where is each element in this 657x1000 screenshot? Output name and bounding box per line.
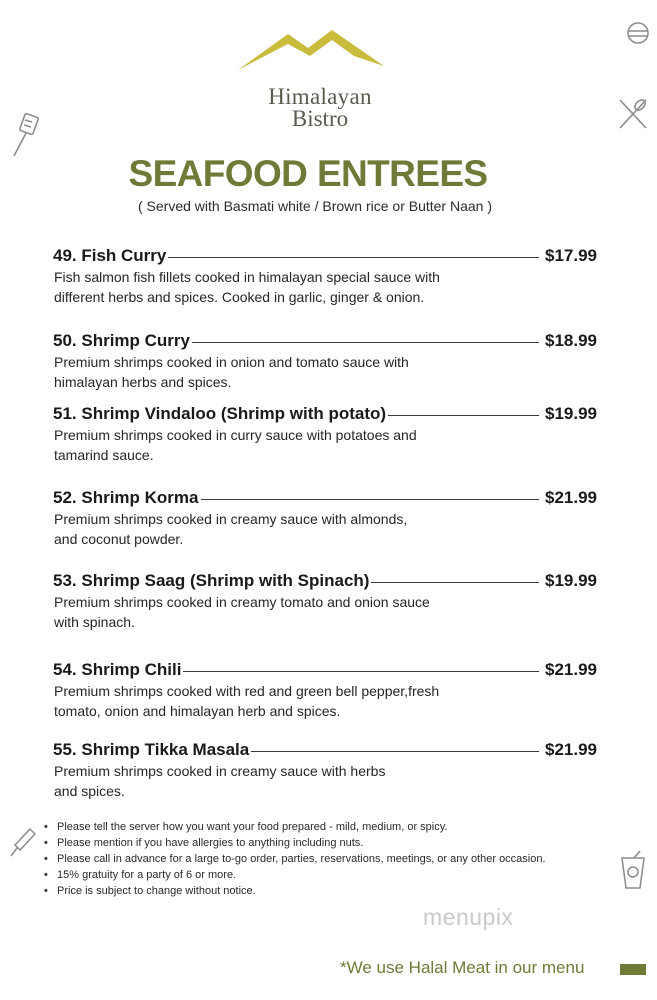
item-price: $21.99 [545, 660, 597, 679]
item-price: $21.99 [545, 740, 597, 759]
item-price: $19.99 [545, 571, 597, 590]
item-description [54, 681, 474, 721]
item-price: $21.99 [545, 488, 597, 507]
fork-knife-icon [616, 96, 650, 132]
item-name: 53. Shrimp Saag (Shrimp with Spinach) [53, 571, 370, 590]
leader-line [251, 751, 539, 752]
desc-line: tomato, onion and himalayan herb and spices. [54, 703, 341, 719]
mountain-logo [236, 26, 386, 82]
item-description [54, 509, 474, 549]
desc-line: himalayan herbs and spices. [54, 374, 232, 390]
desc-line: different herbs and spices. Cooked in garlic, ginger & onion. [54, 289, 425, 305]
item-name: 52. Shrimp Korma [53, 488, 199, 507]
menu-item [0, 403, 657, 473]
leader-line [201, 499, 540, 500]
menu-item [0, 659, 657, 729]
desc-line: tamarind sauce. [54, 447, 154, 463]
desc-line: Premium shrimps cooked in creamy sauce with herbs [54, 763, 386, 779]
item-price: $19.99 [545, 404, 597, 423]
desc-line: Premium shrimps cooked in creamy sauce with almonds, [54, 511, 408, 527]
brand-name: Himalayan [268, 84, 372, 109]
desc-line: Premium shrimps cooked in creamy tomato and onion sauce [54, 594, 430, 610]
desc-line: Fish salmon fish fillets cooked in himalayan special sauce with [54, 269, 440, 285]
item-description [54, 267, 474, 307]
knife-icon [8, 826, 38, 860]
page-subtitle: ( Served with Basmati white / Brown rice or Butter Naan ) [137, 198, 493, 214]
item-description [54, 352, 474, 392]
drink-cup-icon [618, 850, 648, 892]
item-name: 51. Shrimp Vindaloo (Shrimp with potato) [53, 404, 387, 423]
note-item: • Price is subject to change without notice. [44, 883, 546, 899]
item-description [54, 425, 474, 465]
page-title: SEAFOOD ENTREES [128, 153, 488, 194]
desc-line: Premium shrimps cooked in curry sauce with potatoes and [54, 427, 417, 443]
halal-note: *We use Halal Meat in our menu [340, 958, 585, 977]
accent-bar [620, 964, 646, 975]
leader-line [388, 415, 539, 416]
item-description [54, 761, 474, 801]
desc-line: and spices. [54, 783, 125, 799]
item-name: 49. Fish Curry [53, 246, 167, 265]
bowl-icon [624, 18, 652, 48]
brand-name-line2: Bistro [291, 106, 349, 131]
menu-item [0, 487, 657, 557]
leader-line [168, 257, 539, 258]
menu-item [0, 330, 657, 400]
item-price: $17.99 [545, 246, 597, 265]
item-description [54, 592, 474, 632]
menu-item [0, 570, 657, 640]
note-item: • 15% gratuity for a party of 6 or more. [44, 867, 546, 883]
leader-line [371, 582, 539, 583]
desc-line: Premium shrimps cooked in onion and tomato sauce with [54, 354, 409, 370]
note-item: • Please tell the server how you want your food prepared - mild, medium, or spicy. [44, 819, 546, 835]
notes-list [44, 819, 546, 899]
item-name: 54. Shrimp Chili [53, 660, 182, 679]
leader-line [183, 671, 539, 672]
watermark: menupix [423, 904, 514, 930]
note-item: • Please call in advance for a large to-go order, parties, reservations, meetings, or any other occasion. [44, 851, 546, 867]
item-price: $18.99 [545, 331, 597, 350]
menu-item [0, 739, 657, 809]
menu-item [0, 245, 657, 315]
item-name: 55. Shrimp Tikka Masala [53, 740, 250, 759]
desc-line: with spinach. [54, 614, 135, 630]
note-item: • Please mention if you have allergies to anything including nuts. [44, 835, 546, 851]
leader-line [192, 342, 539, 343]
desc-line: Premium shrimps cooked with red and green bell pepper,fresh [54, 683, 440, 699]
desc-line: and coconut powder. [54, 531, 184, 547]
item-name: 50. Shrimp Curry [53, 331, 190, 350]
